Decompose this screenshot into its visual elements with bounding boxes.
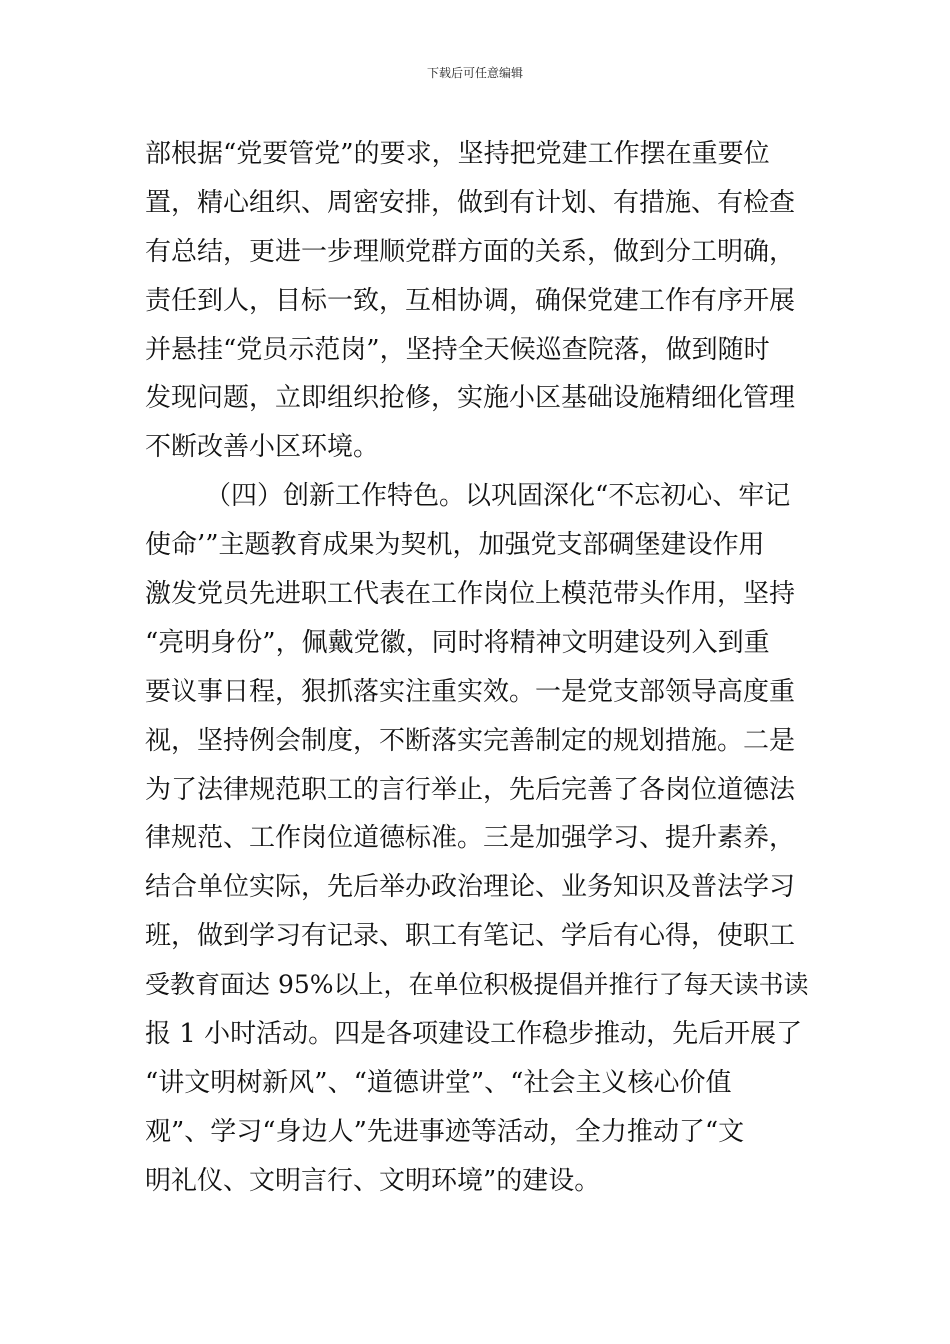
text-line: “亮明身份”，佩戴党徽，同时将精神文明建设列入到重	[145, 627, 770, 658]
text-line: 责任到人，目标一致，互相协调，确保党建工作有序开展	[145, 285, 796, 316]
text-line: 不断改善小区环境。	[145, 432, 380, 463]
text-line: 观”、学习“身边人”先进事迹等活动，全力推动了“文	[145, 1116, 745, 1147]
text-line: 发现问题，立即组织抢修，实施小区基础设施精细化管理	[145, 383, 796, 414]
text-line: “讲文明树新风”、“道德讲堂”、“社会主义核心价值	[145, 1067, 732, 1098]
text-line: 有总结，更进一步理顺党群方面的关系，做到分工明确，	[145, 236, 796, 267]
text-line: 为了法律规范职工的言行举止，先后完善了各岗位道德法	[145, 774, 796, 805]
text-line: 置，精心组织、周密安排，做到有计划、有措施、有检查	[145, 187, 796, 218]
text-line: 班，做到学习有记录、职工有笔记、学后有心得，使职工	[145, 921, 796, 952]
text-line: 明礼仪、文明言行、文明环境”的建设。	[145, 1165, 601, 1196]
text-line: 要议事日程，狠抓落实注重实效。一是党支部领导高度重	[145, 676, 796, 707]
text-line: 部根据“党要管党”的要求，坚持把党建工作摆在重要位	[145, 139, 770, 169]
text-line: 并悬挂“党员示范岗”，坚持全天候巡查院落，做到随时	[145, 334, 770, 365]
document-body	[145, 130, 810, 1206]
section-heading-line: （四）创新工作特色。以巩固深化“不忘初心、牢记	[205, 481, 791, 512]
text-line: 结合单位实际，先后举办政治理论、业务知识及普法学习	[145, 872, 796, 903]
text-line: 律规范、工作岗位道德标准。三是加强学习、提升素养，	[145, 823, 796, 854]
text-line: 报 1 小时活动。四是各项建设工作稳步推动，先后开展了	[145, 1019, 803, 1050]
page-header: 下载后可任意编辑	[426, 66, 523, 80]
text-line: 激发党员先进职工代表在工作岗位上模范带头作用，坚持	[145, 579, 796, 610]
text-line: 受教育面达 95%以上，在单位积极提倡并推行了每天读书读	[145, 970, 809, 1000]
text-line: 使命’”主题教育成果为契机，加强党支部碉堡建设作用	[145, 530, 765, 561]
text-line: 视，坚持例会制度，不断落实完善制定的规划措施。二是	[145, 725, 796, 756]
